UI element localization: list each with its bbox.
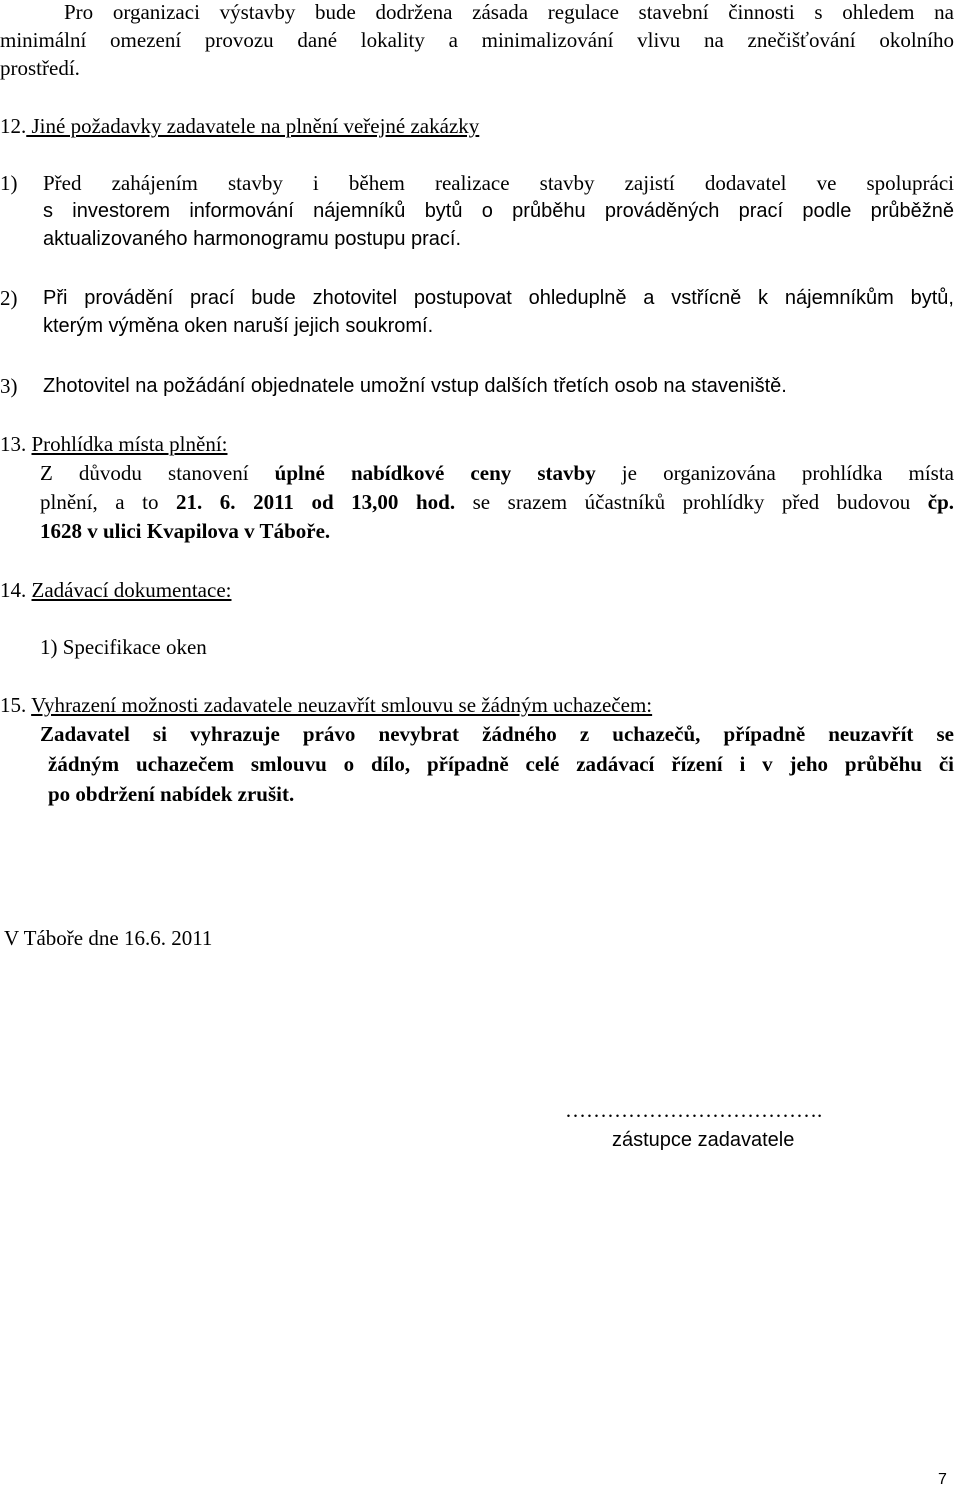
- s13-line-1: [40, 459, 954, 488]
- section-13-number: 13.: [0, 432, 27, 456]
- s12-item-2-number: 2): [0, 286, 18, 310]
- page-number: 7: [938, 1471, 947, 1488]
- s12-item-3-number: 3): [0, 374, 18, 398]
- s15-line-3-text: po obdržení nabídek zrušit.: [48, 782, 295, 806]
- s12-item-2-line-2: kterým výměna oken naruší jejich soukromí.: [43, 315, 434, 337]
- section-12-title: Jiné požadavky zadavatele na plnění veřejné zakázky: [26, 114, 480, 138]
- s13-line-3: [40, 517, 330, 546]
- s13-cp: čp.: [927, 490, 954, 514]
- s12-item-1-number: 1): [0, 171, 18, 195]
- section-15-title: Vyhrazení možnosti zadavatele neuzavřít smlouvu se žádným uchazečem:: [31, 693, 653, 717]
- s15-line-2-text: žádným uchazečem smlouvu o dílo, případně celé zadávací řízení i v jeho průběhu či: [48, 752, 954, 776]
- signature-line: ……………………………….: [565, 1098, 823, 1122]
- s15-line-2: [48, 750, 954, 779]
- s13-price-emphasis: úplné nabídkové ceny stavby: [274, 461, 596, 485]
- section-14-number: 14.: [0, 578, 27, 602]
- s13-date-time: 21. 6. 2011 od 13,00 hod.: [176, 490, 456, 514]
- s13-meeting-text: se srazem účastníků prohlídky před budovou: [455, 490, 928, 514]
- signature-label: zástupce zadavatele: [612, 1129, 795, 1151]
- s15-line-1-text: Zadavatel si vyhrazuje právo nevybrat žádného z uchazečů, případně neuzavřít se: [40, 722, 954, 746]
- s13-line-1-text: Z důvodu stanovení: [40, 461, 275, 485]
- section-13-heading: [0, 430, 227, 459]
- intro-line-1: Pro organizaci výstavby bude dodržena zásada regulace stavební činnosti s ohledem na: [64, 0, 954, 24]
- s15-line-3: [48, 780, 294, 809]
- section-13-title: Prohlídka místa plnění:: [31, 432, 228, 456]
- s15-line-1: [40, 720, 954, 749]
- intro-line-2: minimální omezení provozu dané lokality a minimalizování vlivu na znečišťování okolního: [0, 28, 954, 52]
- section-15-number: 15.: [0, 693, 27, 717]
- section-14-heading: [0, 576, 231, 605]
- s13-line-2: [40, 488, 954, 517]
- place-date: V Táboře dne 16.6. 2011: [4, 926, 213, 950]
- s13-address: 1628 v ulici Kvapilova v Táboře.: [40, 519, 331, 543]
- section-12-heading: [0, 112, 479, 141]
- s14-item-1: 1) Specifikace oken: [40, 635, 207, 659]
- s12-item-1-line-2: s investorem informování nájemníků bytů o průběhu prováděných prací podle průběžně: [43, 200, 954, 222]
- s13-line-1-rest: je organizována prohlídka místa: [595, 461, 955, 485]
- s12-item-3-line-1: Zhotovitel na požádání objednatele umožní vstup dalších třetích osob na staveniště.: [43, 375, 787, 397]
- s12-item-1-line-3: aktualizovaného harmonogramu postupu prací.: [43, 228, 462, 250]
- section-12-number: 12.: [0, 114, 27, 138]
- s12-item-1-line-1: Před zahájením stavby i během realizace stavby zajistí dodavatel ve spolupráci: [43, 171, 954, 195]
- s12-item-2-line-1: Při provádění prací bude zhotovitel postupovat ohleduplně a vstřícně k nájemníkům bytů,: [43, 287, 954, 309]
- s13-line-2-text: plnění, a to: [40, 490, 177, 514]
- section-15-heading: [0, 691, 652, 720]
- intro-line-3: prostředí.: [0, 56, 80, 80]
- section-14-title: Zadávací dokumentace:: [31, 578, 232, 602]
